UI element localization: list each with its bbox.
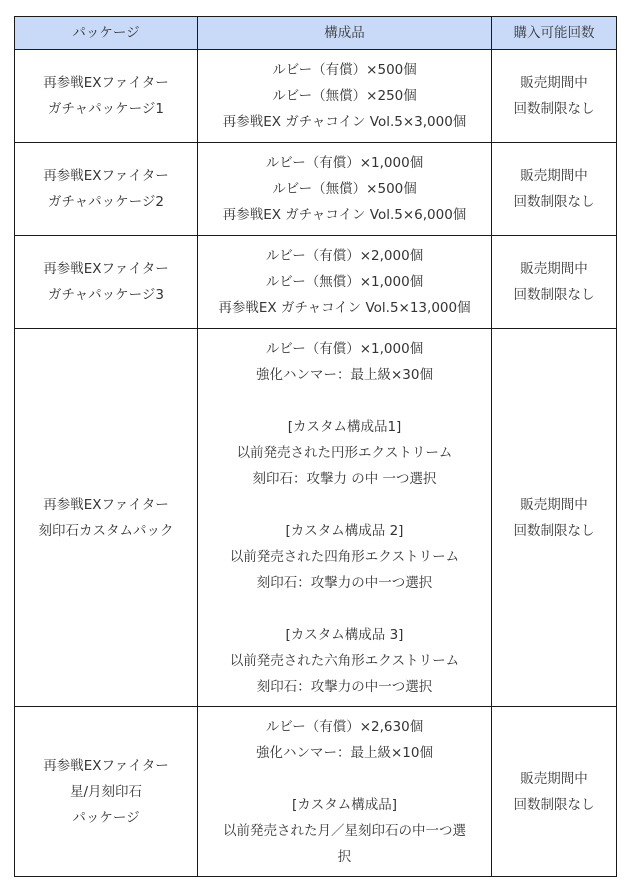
content-line: 刻印石：攻撃力の中一つ選択 — [256, 678, 433, 695]
package-name-cell — [15, 50, 198, 143]
limit-line: 回数制限なし — [513, 522, 595, 539]
package-name-cell — [15, 707, 198, 877]
limit-line: 販売期間中 — [520, 261, 588, 277]
package-name-line: 刻印石カスタムパック — [38, 522, 174, 539]
table-row — [15, 50, 617, 143]
content-line: 以前発売された円形エクストリーム — [236, 444, 453, 461]
limit-line: 回数制限なし — [513, 101, 595, 117]
content-line: ルビー（有償）×1,000個 — [265, 340, 424, 357]
content-line: 以前発売された四角形エクストリーム — [229, 548, 460, 565]
package-name-cell — [15, 236, 198, 329]
contents-cell — [198, 236, 492, 329]
purchase-limit-cell — [492, 707, 617, 877]
content-line: ルビー（有償）×500個 — [272, 62, 417, 78]
content-line: 強化ハンマー：最上級×10個 — [256, 744, 433, 761]
clipped-previous-content — [0, 0, 633, 14]
purchase-limit-cell — [492, 143, 617, 236]
package-name-line: ガチャパッケージ2 — [48, 194, 164, 210]
content-line: ルビー（無償）×1,000個 — [265, 274, 424, 290]
content-line: [カスタム構成品] — [291, 796, 398, 813]
package-name-cell — [15, 329, 198, 707]
header-contents: 構成品 — [198, 17, 492, 50]
content-line: 強化ハンマー：最上級×30個 — [256, 366, 433, 383]
table-row — [15, 329, 617, 707]
table-row — [15, 236, 617, 329]
limit-line: 販売期間中 — [520, 770, 588, 787]
content-line: ルビー（有償）×1,000個 — [265, 155, 424, 171]
content-line: ルビー（無償）×250個 — [272, 88, 417, 104]
content-line: 刻印石：攻撃力 の中 一つ選択 — [252, 470, 437, 487]
package-name-line: パッケージ — [72, 809, 140, 826]
limit-line: 回数制限なし — [513, 287, 595, 303]
content-line: [カスタム構成品 3] — [285, 626, 404, 643]
blank-line — [202, 388, 487, 414]
purchase-limit-cell — [492, 50, 617, 143]
table-row — [15, 707, 617, 877]
contents-cell — [198, 707, 492, 877]
purchase-limit-cell — [492, 236, 617, 329]
contents-cell — [198, 50, 492, 143]
content-line: 再参戦EX ガチャコイン Vol.5×13,000個 — [218, 300, 471, 316]
header-package: パッケージ — [15, 17, 198, 50]
package-name-line: 再参戦EXファイター — [43, 757, 169, 774]
content-line: ルビー（無償）×500個 — [272, 181, 417, 197]
package-name-line: 星/月刻印石 — [69, 783, 143, 800]
blank-line — [202, 766, 487, 792]
limit-line: 販売期間中 — [520, 496, 588, 513]
blank-line — [202, 492, 487, 518]
content-line: 択 — [337, 848, 352, 865]
table-row — [15, 143, 617, 236]
purchase-limit-cell — [492, 329, 617, 707]
contents-cell — [198, 143, 492, 236]
package-name-line: 再参戦EXファイター — [43, 75, 169, 91]
content-line: 以前発売された月／星刻印石の中一つ選 — [223, 822, 466, 839]
content-line: [カスタム構成品 2] — [285, 522, 404, 539]
table-header-row — [15, 17, 617, 50]
package-name-line: 再参戦EXファイター — [43, 261, 169, 277]
header-purchase-limit: 購入可能回数 — [492, 17, 617, 50]
limit-line: 販売期間中 — [520, 75, 588, 91]
limit-line: 販売期間中 — [520, 168, 588, 184]
package-name-line: 再参戦EXファイター — [43, 168, 169, 184]
content-line: 以前発売された六角形エクストリーム — [229, 652, 460, 669]
package-name-line: 再参戦EXファイター — [43, 496, 169, 513]
content-line: 再参戦EX ガチャコイン Vol.5×6,000個 — [222, 207, 467, 223]
limit-line: 回数制限なし — [513, 194, 595, 210]
package-name-line: ガチャパッケージ3 — [48, 287, 164, 303]
contents-cell — [198, 329, 492, 707]
package-name-line: ガチャパッケージ1 — [48, 101, 164, 117]
blank-line — [202, 596, 487, 622]
content-line: ルビー（有償）×2,000個 — [265, 248, 424, 264]
content-line: 刻印石：攻撃力の中一つ選択 — [256, 574, 433, 591]
content-line: [カスタム構成品1] — [287, 418, 402, 435]
content-line: 再参戦EX ガチャコイン Vol.5×3,000個 — [222, 114, 467, 130]
limit-line: 回数制限なし — [513, 796, 595, 813]
package-name-cell — [15, 143, 198, 236]
package-table — [14, 16, 617, 877]
content-line: ルビー（有償）×2,630個 — [265, 718, 424, 735]
